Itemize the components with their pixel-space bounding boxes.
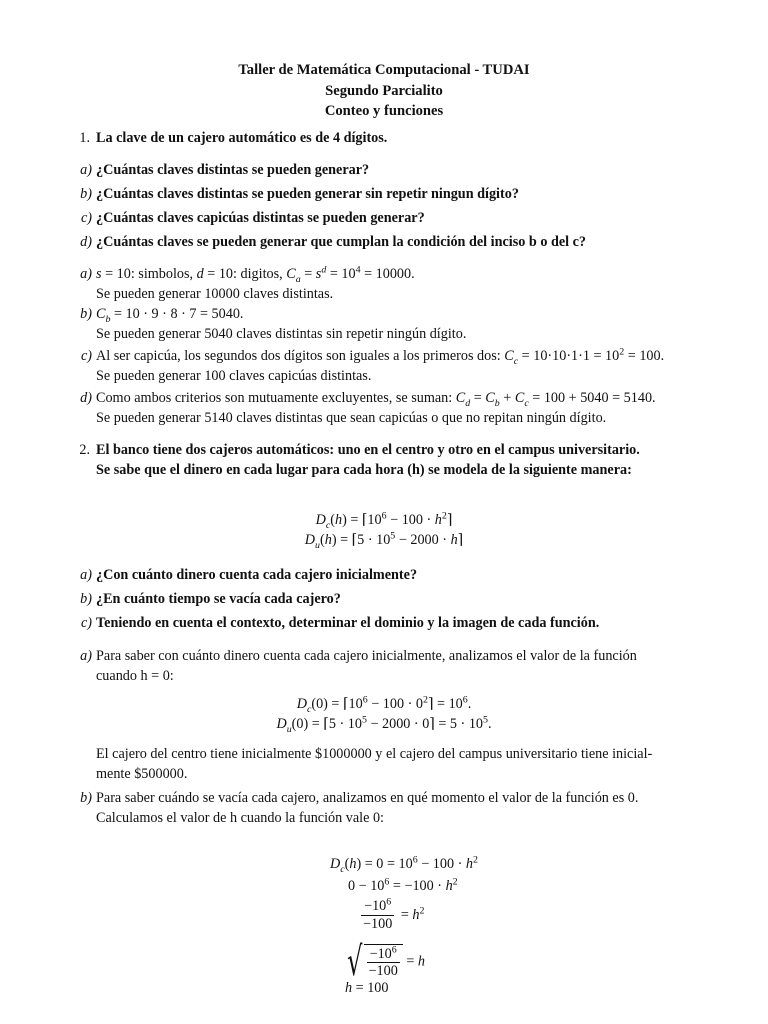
- function-du: $D_u(h)$ = ⌈5 · $10^5 - 2000$ · h⌉: [304, 529, 464, 551]
- answer-b-formula: $C_b = 10 \cdot 9 \cdot 8 \cdot 7 = 5040$.: [96, 306, 244, 325]
- item-label: a): [80, 567, 92, 583]
- q1-number: 1.: [79, 130, 90, 146]
- du-at-zero: $D_u(0)$ = ⌈5 · $10^5 - 2000$ · 0⌉ = $5 \cdot 10^5$.: [276, 713, 492, 735]
- square-root: √ $\frac{-10^6}{-100}$: [342, 942, 403, 982]
- deriv-step1: $D_c(h) = 0 = 10^6 - 100 \cdot h^2$: [330, 854, 478, 875]
- answer-label: a): [80, 648, 92, 664]
- answer-b-text: Se pueden generar 5040 claves distintas sin repetir ningún dígito.: [96, 325, 467, 342]
- fraction: $\frac{-10^6}{-100}$: [363, 896, 393, 932]
- q1-answer-c: [80, 346, 740, 386]
- deriv-step4: √ $\frac{-10^6}{-100}$ = h: [342, 942, 425, 982]
- q2-answer-a-calc: [0, 695, 768, 734]
- answer-label: b): [80, 306, 92, 322]
- item-text: ¿Cuántas claves distintas se pueden generar sin repetir ningun dígito?: [96, 186, 519, 202]
- q1-statement: [79, 129, 740, 149]
- deriv-step3: $\frac{-10^6}{-100}$ = $h^2$: [358, 899, 424, 933]
- q2-item-c: [80, 614, 740, 634]
- q2-text-line1: El banco tiene dos cajeros automáticos: uno en el centro y otro en el campus universitario.: [96, 442, 640, 458]
- q2-item-a: [80, 566, 740, 586]
- conclusion-line1: El cajero del centro tiene inicialmente $1000000 y el cajero del campus universitario tiene inicial-: [96, 746, 653, 762]
- q1-item-b: [80, 185, 740, 205]
- item-text: ¿Cuántas claves capicúas distintas se pueden generar?: [96, 210, 425, 226]
- answer-label: c): [80, 348, 92, 364]
- q1-answer-b: [80, 305, 740, 344]
- q2-functions: [0, 511, 768, 550]
- exam-title: Segundo Parcialito: [325, 82, 443, 99]
- item-label: b): [80, 591, 92, 607]
- item-text: ¿Con cuánto dinero cuenta cada cajero inicialmente?: [96, 567, 418, 583]
- item-label: a): [80, 162, 92, 178]
- answer-b-line1: Para saber cuándo se vacía cada cajero, analizamos en qué momento el valor de la función es 0.: [96, 790, 639, 806]
- q1-item-a: [80, 161, 740, 181]
- course-title: Taller de Matemática Computacional - TUDAI: [238, 62, 530, 78]
- q2-answer-b: [80, 789, 740, 828]
- q2-answer-a-conclusion: [96, 745, 740, 784]
- answer-c-formula: Al ser capicúa, los segundos dos dígitos son iguales a los primeros dos: $C_c = 10\cdot 10\cdot 1\cdot 1 = 10^2 = 100$.: [96, 346, 665, 367]
- q2-statement: [79, 441, 740, 480]
- q2-item-b: [80, 590, 740, 610]
- item-label: b): [80, 186, 92, 202]
- q1-answer-a: [80, 264, 740, 304]
- answer-c-text: Se pueden generar 100 claves capicúas distintas.: [96, 367, 372, 384]
- q2-text-line2: Se sabe que el dinero en cada lugar para cada hora (h) se modela de la siguiente manera:: [96, 461, 632, 478]
- item-text: ¿En cuánto tiempo se vacía cada cajero?: [96, 591, 341, 607]
- topic-title: Conteo y funciones: [324, 103, 444, 119]
- answer-a-formula: s = 10: simbolos, d = 10: digitos, $C_a = s^d = 10^4 = 10000$.: [96, 264, 415, 285]
- answer-label: d): [80, 390, 92, 406]
- item-label: d): [80, 234, 92, 250]
- item-label: c): [80, 615, 92, 631]
- answer-a-line1: Para saber con cuánto dinero cuenta cada cajero inicialmente, analizamos el valor de la función: [96, 648, 637, 664]
- q1-answer-d: [80, 389, 740, 428]
- answer-d-formula: Como ambos criterios son mutuamente excluyentes, se suman: $C_d = C_b + C_c = 100 + 5040 = 5140$.: [96, 390, 656, 409]
- answer-a-line2: cuando h = 0:: [96, 667, 174, 684]
- answer-d-intro: Como ambos criterios son mutuamente excluyentes, se suman:: [96, 390, 456, 406]
- q2-number: 2.: [79, 442, 90, 458]
- answer-c-intro: Al ser capicúa, los segundos dos dígitos son iguales a los primeros dos:: [96, 348, 505, 364]
- dc-at-zero: $D_c(0)$ = $⌈10^6 - 100$ · $0^2⌉ = 10^6$.: [296, 694, 472, 715]
- item-text: ¿Cuántas claves se pueden generar que cumplan la condición del inciso b o del c?: [96, 234, 587, 250]
- item-label: c): [80, 210, 92, 226]
- answer-label: b): [80, 790, 92, 806]
- answer-d-text: Se pueden generar 5140 claves distintas que sean capicúas o que no repitan ningún dígito.: [96, 409, 607, 426]
- conclusion-line2: mente $500000.: [96, 765, 188, 782]
- q1-text: La clave de un cajero automático es de 4 dígitos.: [96, 130, 388, 146]
- answer-label: a): [80, 266, 92, 282]
- q2-answer-a: [80, 647, 740, 686]
- answer-b-line2: Calculamos el valor de h cuando la función vale 0:: [96, 809, 384, 826]
- answer-a-text: Se pueden generar 10000 claves distintas.: [96, 285, 334, 302]
- deriv-step5: h = 100: [345, 980, 389, 996]
- deriv-step2: $0 - 10^6 = -100 \cdot h^2$: [348, 876, 458, 894]
- item-text: Teniendo en cuenta el contexto, determinar el dominio y la imagen de cada función.: [96, 615, 600, 631]
- q1-item-d: [80, 233, 740, 253]
- q1-item-c: [80, 209, 740, 229]
- item-text: ¿Cuántas claves distintas se pueden generar?: [96, 162, 370, 178]
- function-dc: $D_c(h)$ = $⌈10^6 - 100$ · $h^2⌉$: [315, 510, 453, 531]
- document-header: [0, 60, 768, 122]
